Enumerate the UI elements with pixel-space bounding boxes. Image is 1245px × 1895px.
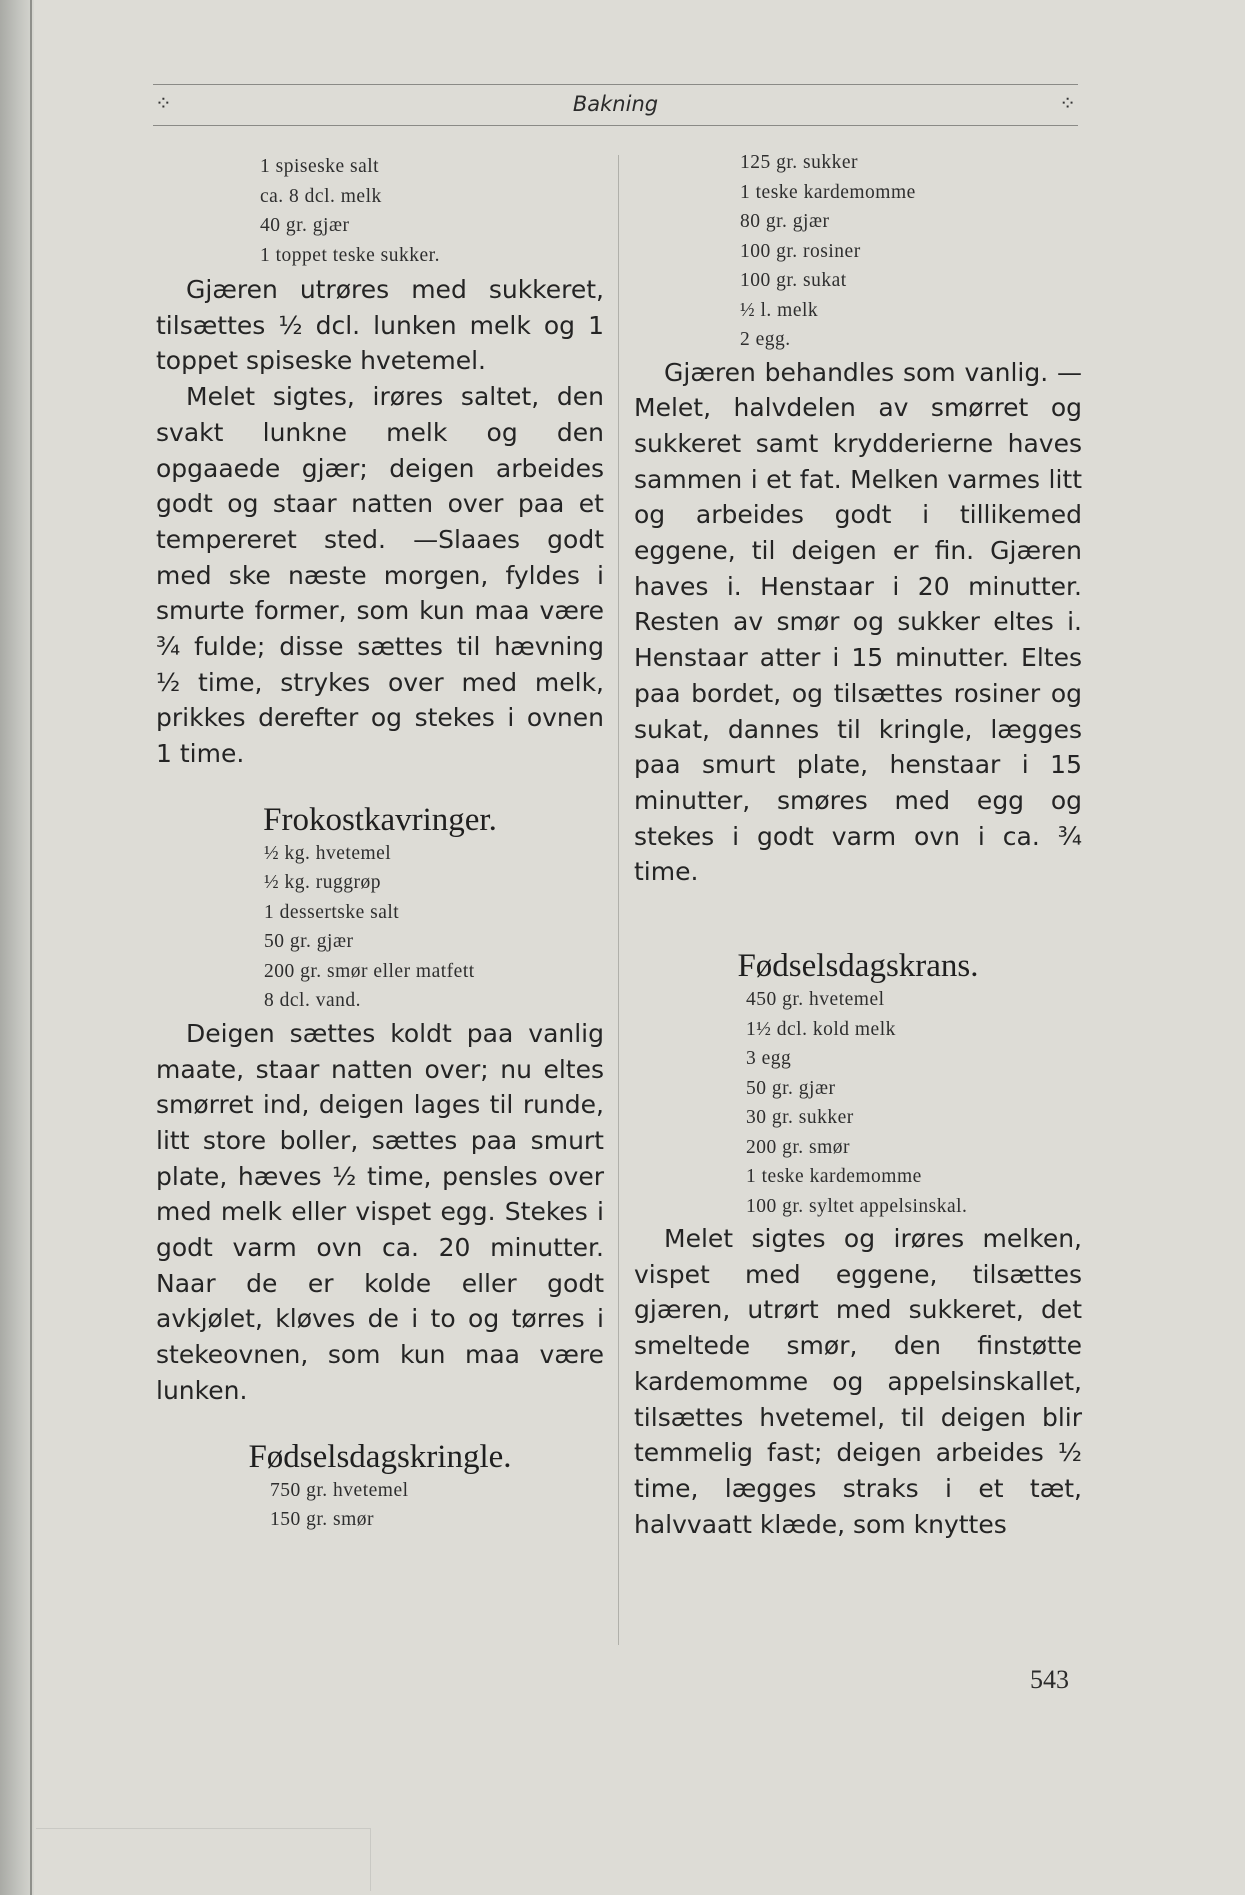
paragraph: Gjæren utrøres med sukkeret, tilsættes ½ dcl. lunken melk og 1 toppet spiseske hvetemel. xyxy=(156,275,604,376)
book-binding-shadow xyxy=(0,0,34,1895)
left-column xyxy=(156,152,604,1535)
column-divider xyxy=(618,155,619,1645)
ingredient-item: 1 spiseske salt xyxy=(260,156,380,177)
ingredient-item: 1½ dcl. kold melk xyxy=(746,1018,896,1040)
ingredient-list-kringle-continued xyxy=(740,148,1082,355)
ingredient-item: 1 toppet teske sukker. xyxy=(260,244,440,266)
ingredient-item: ½ l. melk xyxy=(740,299,819,321)
ingredient-item: 8 dcl. vand. xyxy=(264,990,361,1012)
ingredient-item: 1 teske kardemomme xyxy=(746,1166,922,1188)
ingredient-item: 100 gr. rosiner xyxy=(740,240,861,262)
ingredient-item: 150 gr. smør xyxy=(270,1509,375,1531)
recipe-method-kringle xyxy=(634,355,1082,891)
right-column xyxy=(634,148,1082,1542)
ingredient-item: 40 gr. gjær xyxy=(260,215,350,236)
recipe-method xyxy=(156,272,604,772)
ingredient-item: ½ kg. ruggrøp xyxy=(264,872,381,894)
ingredient-item: 450 gr. hvetemel xyxy=(746,989,885,1011)
ingredient-item: 30 gr. sukker xyxy=(746,1107,854,1129)
binding-edge-line xyxy=(30,0,32,1895)
paragraph: Gjæren behandles som vanlig. — Melet, halvdelen av smørret og sukkeret samt krydderierne haves sammen i et fat. Melken varmes litt og arbeides godt i tillikemed eggene, til deigen er fin. Gjæren haves i. Henstaar i 20 minutter. Resten av smør og sukker eltes i. Henstaar atter i 15 minutter. Eltes paa bordet, og tilsættes rosiner og sukat, dannes til kringle, lægges paa smurt plate, henstaar i 15 minutter, smøres med egg og stekes i godt varm ovn i ca. ¾ time. xyxy=(634,357,1082,887)
ingredient-item: 1 dessertske salt xyxy=(264,901,400,923)
ingredient-item: 50 gr. gjær xyxy=(264,931,354,953)
header-title: Bakning xyxy=(572,92,659,116)
ingredient-list-continued xyxy=(260,152,604,270)
ingredient-list-fodselsdagskrans xyxy=(746,985,1082,1221)
ingredient-item: 200 gr. smør xyxy=(746,1136,851,1158)
recipe-method-frokostkavringer xyxy=(156,1016,604,1409)
running-header xyxy=(153,84,1078,126)
ingredient-item: ca. 8 dcl. melk xyxy=(260,185,382,207)
recipe-heading-fodselsdagskringle: Fødselsdagskringle. xyxy=(248,1438,512,1475)
ingredient-item: 2 egg. xyxy=(740,329,791,350)
ingredient-list-fodselsdagskringle xyxy=(270,1476,604,1535)
paragraph: Melet sigtes og irøres melken, vispet med eggene, tilsættes gjæren, utrørt med sukkeret, det smeltede smør, den finstøtte kardemomme og appelsinskallet, tilsættes hvetemel, til deigen blir temmelig fast; deigen arbeides ½ time, lægges straks i et tæt, halvvaatt klæde, som knyttes xyxy=(634,1224,1082,1539)
header-ornament-right: ⁘ xyxy=(1059,91,1076,115)
ingredient-item: 3 egg xyxy=(746,1048,792,1070)
ingredient-item: 50 gr. gjær xyxy=(746,1077,836,1099)
ingredient-item: ½ kg. hvetemel xyxy=(264,842,392,864)
page-edge-mark xyxy=(36,1828,371,1891)
paragraph: Melet sigtes, irøres saltet, den svakt lunkne melk og den opgaaede gjær; deigen arbeides godt og staar natten over paa et tempereret sted. —Slaaes godt med ske næste morgen, fyldes i smurte former, som kun maa være ¾ fulde; disse sættes til hævning ½ time, strykes over med melk, prikkes derefter og stekes i ovnen 1 time. xyxy=(156,382,604,769)
recipe-heading-fodselsdagskrans: Fødselsdagskrans. xyxy=(737,948,979,985)
ingredient-item: 200 gr. smør eller matfett xyxy=(264,960,475,982)
ingredient-item: 100 gr. syltet appelsinskal. xyxy=(746,1195,968,1217)
page-number: 543 xyxy=(1030,1665,1069,1694)
ingredient-item: 1 teske kardemomme xyxy=(740,181,916,203)
paragraph: Deigen sættes koldt paa vanlig maate, staar natten over; nu eltes smørret ind, deigen lages til runde, litt store boller, sættes paa smurt plate, hæves ½ time, pensles over med melk eller vispet egg. Stekes i godt varm ovn ca. 20 minutter. Naar de er kolde eller godt avkjølet, kløves de i to og tørres i stekeovnen, som kun maa være lunken. xyxy=(156,1018,604,1405)
ingredient-item: 125 gr. sukker xyxy=(740,152,859,173)
ingredient-item: 100 gr. sukat xyxy=(740,270,847,291)
ingredient-item: 750 gr. hvetemel xyxy=(270,1479,409,1501)
recipe-heading-frokostkavringer: Frokostkavringer. xyxy=(263,801,497,838)
ingredient-list-frokostkavringer xyxy=(264,839,604,1016)
header-ornament-left: ⁘ xyxy=(155,91,172,115)
recipe-method-fodselsdagskrans xyxy=(634,1221,1082,1542)
ingredient-item: 80 gr. gjær xyxy=(740,211,830,232)
